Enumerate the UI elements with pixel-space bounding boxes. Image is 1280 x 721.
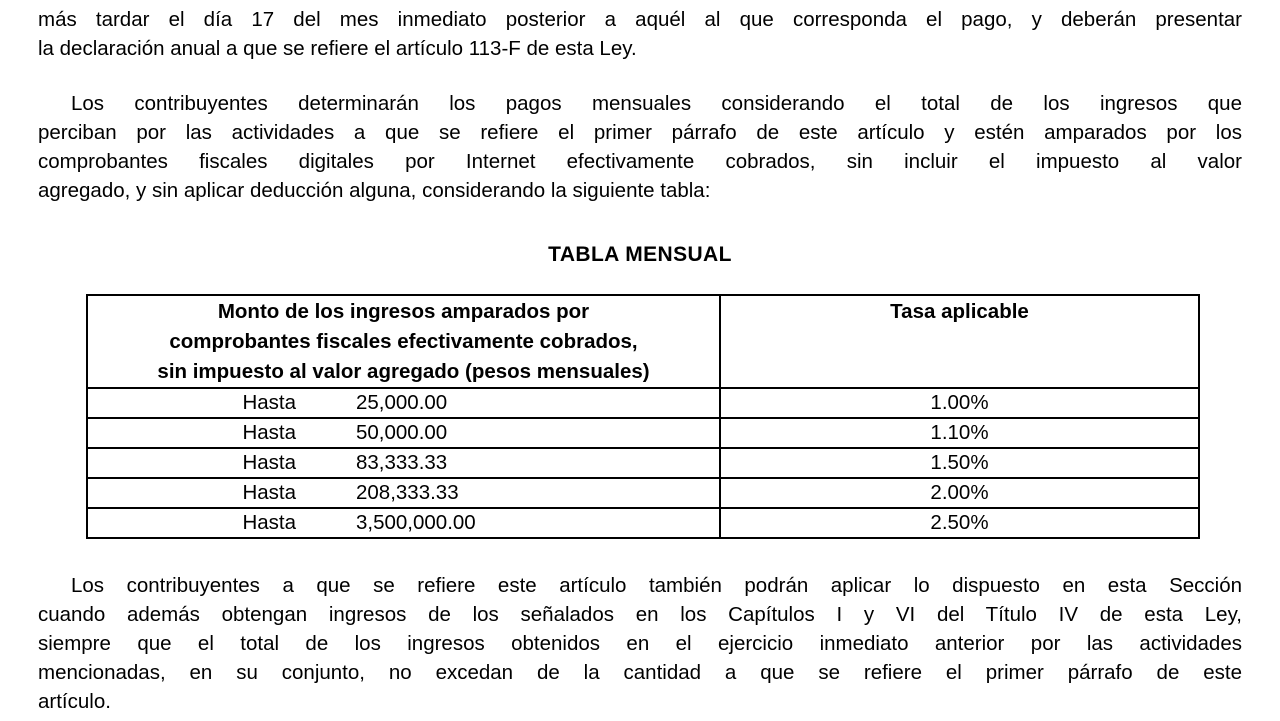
header-rate-cell: Tasa aplicable [720, 295, 1199, 388]
rate-value: 1.00% [720, 388, 1199, 418]
paragraph-line: Los contribuyentes determinarán los pagos mensuales considerando el total de los ingresos que [71, 92, 1242, 115]
paragraph-line: cuando además obtengan ingresos de los señalados en los Capítulos I y VI del Título IV de esta Ley, [38, 603, 1242, 626]
amount-cell [87, 478, 720, 508]
monthly-rate-table [86, 294, 1200, 539]
table-row [87, 388, 1199, 418]
amount-cell [87, 448, 720, 478]
rate-value: 1.50% [720, 448, 1199, 478]
amount-cell [87, 388, 720, 418]
paragraph-monthly-payments [38, 89, 1242, 205]
amount-cell [87, 508, 720, 538]
qualifier-label: Hasta [242, 451, 296, 474]
paragraph-line: siempre que el total de los ingresos obtenidos en el ejercicio inmediato anterior por las actividades [38, 632, 1242, 655]
paragraph-line: Los contribuyentes a que se refiere este artículo también podrán aplicar lo dispuesto en esta Sección [71, 574, 1242, 597]
table-row [87, 448, 1199, 478]
amount-value: 83,333.33 [356, 451, 448, 474]
table-row [87, 418, 1199, 448]
paragraph-line: mencionadas, en su conjunto, no excedan de la cantidad a que se refiere el primer párrafo de este [38, 661, 1242, 684]
paragraph-section-application [38, 571, 1242, 716]
amount-value: 208,333.33 [356, 481, 459, 504]
header-amount-line: comprobantes fiscales efectivamente cobrados, [169, 330, 638, 353]
paragraph-line: artículo. [38, 690, 111, 713]
qualifier-label: Hasta [242, 481, 296, 504]
header-amount-cell [87, 295, 720, 388]
amount-value: 25,000.00 [356, 391, 448, 414]
header-amount-line: sin impuesto al valor agregado (pesos mensuales) [157, 360, 650, 383]
paragraph-line: agregado, y sin aplicar deducción alguna, considerando la siguiente tabla: [38, 179, 711, 202]
rate-value: 2.00% [720, 478, 1199, 508]
amount-value: 3,500,000.00 [356, 511, 476, 534]
table-title: TABLA MENSUAL [548, 243, 732, 266]
table-header-row [87, 295, 1199, 388]
table-row [87, 478, 1199, 508]
rate-value: 1.10% [720, 418, 1199, 448]
rate-value: 2.50% [720, 508, 1199, 538]
amount-value: 50,000.00 [356, 421, 448, 444]
header-amount-line: Monto de los ingresos amparados por [217, 300, 590, 323]
qualifier-label: Hasta [242, 391, 296, 414]
paragraph-line: perciban por las actividades a que se refiere el primer párrafo de este artículo y estén amparados por los [38, 121, 1242, 144]
qualifier-label: Hasta [242, 421, 296, 444]
amount-cell [87, 418, 720, 448]
paragraph-line: más tardar el día 17 del mes inmediato posterior a aquél al que corresponda el pago, y deberán presentar [38, 8, 1242, 31]
paragraph-payment-deadline [38, 5, 1242, 63]
paragraph-line: comprobantes fiscales digitales por Internet efectivamente cobrados, sin incluir el impuesto al valor [38, 150, 1242, 173]
paragraph-line: la declaración anual a que se refiere el artículo 113-F de esta Ley. [38, 37, 637, 60]
qualifier-label: Hasta [242, 511, 296, 534]
table-row [87, 508, 1199, 538]
